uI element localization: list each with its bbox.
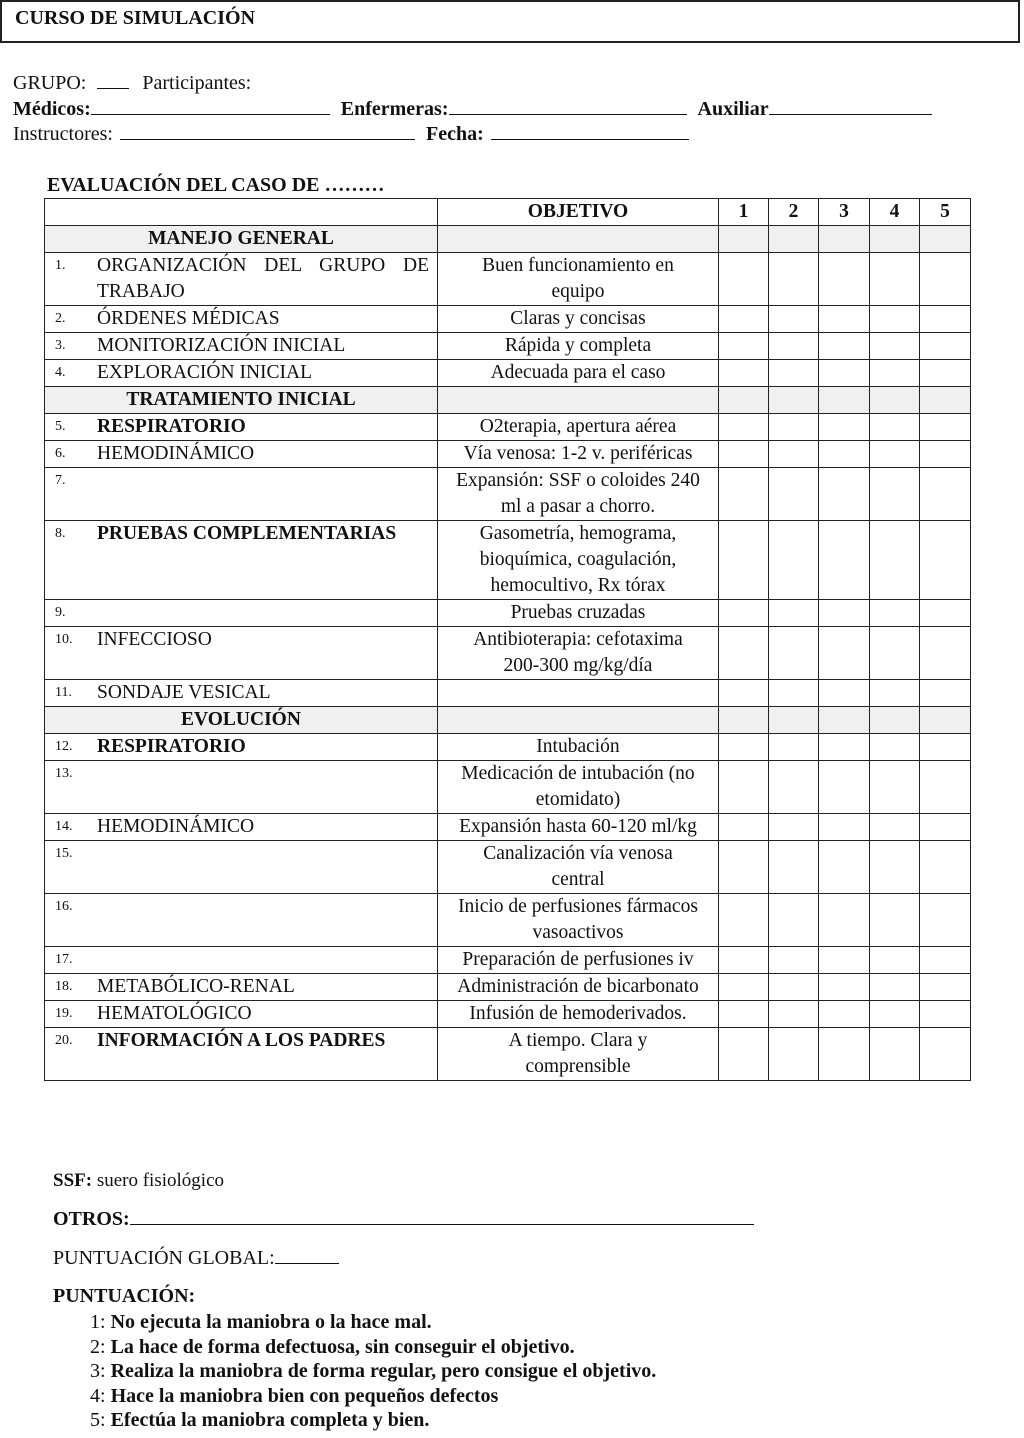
- score-cell-1[interactable]: [719, 627, 769, 680]
- scale-text: No ejecuta la maniobra o la hace mal.: [110, 1311, 432, 1333]
- score-cell-3[interactable]: [819, 414, 870, 441]
- score-cell-2[interactable]: [769, 947, 819, 974]
- item-number: 12.: [55, 739, 73, 754]
- scale-item: [90, 1408, 656, 1433]
- score-cell-4[interactable]: [870, 841, 920, 894]
- item-cell: [45, 414, 438, 441]
- enfermeras-field[interactable]: [449, 98, 687, 115]
- score-cell-5[interactable]: [920, 333, 971, 360]
- score-cell-3[interactable]: [819, 521, 870, 600]
- item-cell: [45, 360, 438, 387]
- item-cell: [45, 947, 438, 974]
- table-row: [45, 414, 971, 441]
- scale-item: [90, 1310, 656, 1335]
- item-label: EXPLORACIÓN INICIAL: [97, 362, 313, 383]
- item-label: SONDAJE VESICAL: [97, 682, 271, 703]
- scale-num: 2:: [90, 1335, 106, 1358]
- scale-num: 3:: [90, 1360, 106, 1382]
- table-row: [45, 627, 971, 680]
- score-header-5: 5: [920, 199, 971, 226]
- score-cell-5[interactable]: [920, 841, 971, 894]
- item-label: PRUEBAS COMPLEMENTARIAS: [97, 523, 397, 544]
- objective-cell: Expansión: SSF o coloides 240 ml a pasar a chorro.: [438, 468, 719, 521]
- section-objective-cell: [438, 387, 719, 414]
- table-row: [45, 521, 971, 600]
- score-cell-5[interactable]: [920, 627, 971, 680]
- score-cell-2[interactable]: [769, 627, 819, 680]
- score-cell-5: [920, 387, 971, 414]
- score-cell-5[interactable]: [920, 253, 971, 306]
- table-row: [45, 1001, 971, 1028]
- objective-cell: Inicio de perfusiones fármacos vasoactivos: [438, 894, 719, 947]
- score-cell-1[interactable]: [719, 814, 769, 841]
- objective-cell: Preparación de perfusiones iv: [438, 947, 719, 974]
- item-number: 14.: [55, 819, 73, 834]
- objective-cell: Adecuada para el caso: [438, 360, 719, 387]
- score-cell-2[interactable]: [769, 360, 819, 387]
- footnote-abbr: SSF:: [53, 1170, 93, 1191]
- item-number: 9.: [55, 605, 66, 620]
- score-cell-5: [920, 707, 971, 734]
- table-row: [45, 974, 971, 1001]
- score-cell-1[interactable]: [719, 306, 769, 333]
- score-cell-3[interactable]: [819, 600, 870, 627]
- item-number: 1.: [55, 258, 66, 273]
- score-cell-3[interactable]: [819, 761, 870, 814]
- score-cell-4[interactable]: [870, 333, 920, 360]
- score-cell-5[interactable]: [920, 306, 971, 333]
- puntuacion-global-line: [53, 1247, 339, 1270]
- item-label: METABÓLICO-RENAL: [97, 976, 295, 997]
- instructores-line: [13, 123, 689, 146]
- score-cell-5[interactable]: [920, 814, 971, 841]
- scoring-scale: [90, 1310, 656, 1433]
- score-cell-3: [819, 707, 870, 734]
- score-cell-3[interactable]: [819, 841, 870, 894]
- section-label: EVOLUCIÓN: [45, 707, 438, 734]
- score-cell-2[interactable]: [769, 1001, 819, 1028]
- score-cell-5[interactable]: [920, 360, 971, 387]
- score-cell-2[interactable]: [769, 414, 819, 441]
- scale-text: Realiza la maniobra de forma regular, pero consigue el objetivo.: [110, 1360, 657, 1382]
- section-row: [45, 707, 971, 734]
- item-cell: [45, 894, 438, 947]
- score-cell-1[interactable]: [719, 468, 769, 521]
- score-cell-3[interactable]: [819, 734, 870, 761]
- score-cell-4: [870, 707, 920, 734]
- objective-cell: A tiempo. Clara y comprensible: [438, 1028, 719, 1081]
- scale-item: [90, 1384, 656, 1409]
- score-cell-4[interactable]: [870, 680, 920, 707]
- score-cell-5[interactable]: [920, 947, 971, 974]
- score-cell-4[interactable]: [870, 521, 920, 600]
- objective-cell: Vía venosa: 1-2 v. periféricas: [438, 441, 719, 468]
- score-cell-1[interactable]: [719, 441, 769, 468]
- section-label: TRATAMIENTO INICIAL: [45, 387, 438, 414]
- score-cell-3[interactable]: [819, 1001, 870, 1028]
- score-cell-4[interactable]: [870, 627, 920, 680]
- score-cell-4[interactable]: [870, 441, 920, 468]
- item-number: 6.: [55, 446, 66, 461]
- scale-text: Efectúa la maniobra completa y bien.: [110, 1409, 430, 1431]
- otros-label: OTROS:: [53, 1208, 130, 1230]
- scale-text: La hace de forma defectuosa, sin conseguir el objetivo.: [110, 1335, 575, 1358]
- score-cell-4[interactable]: [870, 306, 920, 333]
- grupo-field[interactable]: [97, 72, 129, 89]
- title-box: [0, 0, 1020, 43]
- table-row: [45, 841, 971, 894]
- item-label: ORGANIZACIÓN DEL GRUPO DE TRABAJO: [97, 255, 429, 302]
- score-cell-5: [920, 226, 971, 253]
- score-cell-3[interactable]: [819, 947, 870, 974]
- score-cell-4[interactable]: [870, 414, 920, 441]
- score-cell-1[interactable]: [719, 974, 769, 1001]
- score-cell-1[interactable]: [719, 734, 769, 761]
- objective-cell: Rápida y completa: [438, 333, 719, 360]
- item-label: RESPIRATORIO: [97, 416, 246, 437]
- table-row: [45, 814, 971, 841]
- scale-item: [90, 1359, 656, 1384]
- scale-num: 1:: [90, 1311, 106, 1333]
- score-cell-5[interactable]: [920, 680, 971, 707]
- objective-cell: Antibioterapia: cefotaxima 200-300 mg/kg/día: [438, 627, 719, 680]
- score-cell-4[interactable]: [870, 814, 920, 841]
- score-cell-5[interactable]: [920, 600, 971, 627]
- score-cell-5[interactable]: [920, 761, 971, 814]
- item-cell: [45, 680, 438, 707]
- score-cell-1[interactable]: [719, 253, 769, 306]
- objective-cell: Medicación de intubación (no etomidato): [438, 761, 719, 814]
- item-label: HEMODINÁMICO: [97, 816, 255, 837]
- objective-cell: Pruebas cruzadas: [438, 600, 719, 627]
- score-header-4: 4: [870, 199, 920, 226]
- objective-cell: Buen funcionamiento en equipo: [438, 253, 719, 306]
- table-row: [45, 253, 971, 306]
- item-label: HEMATOLÓGICO: [97, 1003, 252, 1024]
- auxiliar-label: Auxiliar: [697, 98, 769, 120]
- table-row: [45, 894, 971, 947]
- score-cell-3[interactable]: [819, 360, 870, 387]
- item-cell: [45, 841, 438, 894]
- puntuacion-title: PUNTUACIÓN:: [53, 1285, 196, 1307]
- table-row: [45, 600, 971, 627]
- grupo-line: [13, 72, 251, 95]
- score-cell-2[interactable]: [769, 521, 819, 600]
- score-cell-1[interactable]: [719, 1028, 769, 1081]
- puntuacion-global-label: PUNTUACIÓN GLOBAL:: [53, 1247, 275, 1269]
- score-cell-4[interactable]: [870, 1028, 920, 1081]
- score-cell-1[interactable]: [719, 600, 769, 627]
- evaluation-title: EVALUACIÓN DEL CASO DE ………: [47, 174, 385, 196]
- score-cell-1[interactable]: [719, 360, 769, 387]
- score-cell-4[interactable]: [870, 360, 920, 387]
- otros-field[interactable]: [130, 1208, 754, 1225]
- grupo-label: GRUPO:: [13, 72, 87, 94]
- score-cell-1[interactable]: [719, 680, 769, 707]
- score-cell-3[interactable]: [819, 468, 870, 521]
- score-cell-2[interactable]: [769, 761, 819, 814]
- score-cell-2[interactable]: [769, 680, 819, 707]
- score-cell-1[interactable]: [719, 947, 769, 974]
- objective-cell: Claras y concisas: [438, 306, 719, 333]
- section-objective-cell: [438, 226, 719, 253]
- score-header-2: 2: [769, 199, 819, 226]
- table-row: [45, 360, 971, 387]
- item-label: MONITORIZACIÓN INICIAL: [97, 335, 346, 356]
- score-cell-2: [769, 387, 819, 414]
- item-number: 11.: [55, 685, 72, 700]
- scale-num: 4:: [90, 1384, 106, 1407]
- score-cell-4[interactable]: [870, 600, 920, 627]
- score-cell-3[interactable]: [819, 814, 870, 841]
- score-cell-2[interactable]: [769, 894, 819, 947]
- scale-text: Hace la maniobra bien con pequeños defectos: [110, 1384, 499, 1407]
- score-cell-4[interactable]: [870, 1001, 920, 1028]
- score-cell-1: [719, 387, 769, 414]
- score-cell-3[interactable]: [819, 253, 870, 306]
- objective-cell: Canalización vía venosa central: [438, 841, 719, 894]
- item-number: 2.: [55, 311, 66, 326]
- item-number: 13.: [55, 766, 73, 781]
- score-cell-3: [819, 387, 870, 414]
- item-cell: [45, 253, 438, 306]
- score-cell-2[interactable]: [769, 734, 819, 761]
- evaluation-table: [44, 198, 971, 1081]
- item-label: HEMODINÁMICO: [97, 443, 255, 464]
- score-cell-2[interactable]: [769, 333, 819, 360]
- score-cell-4: [870, 387, 920, 414]
- item-number: 18.: [55, 979, 73, 994]
- score-cell-4[interactable]: [870, 974, 920, 1001]
- score-cell-1[interactable]: [719, 761, 769, 814]
- table-header-row: [45, 199, 971, 226]
- item-number: 3.: [55, 338, 66, 353]
- item-number: 17.: [55, 952, 73, 967]
- otros-line: [53, 1208, 754, 1231]
- score-cell-3[interactable]: [819, 333, 870, 360]
- scale-item: [90, 1335, 656, 1360]
- objective-cell: Expansión hasta 60-120 ml/kg: [438, 814, 719, 841]
- score-cell-1[interactable]: [719, 333, 769, 360]
- item-cell: [45, 521, 438, 600]
- header-empty-cell: [45, 199, 438, 226]
- score-cell-2[interactable]: [769, 468, 819, 521]
- score-cell-1: [719, 226, 769, 253]
- table-row: [45, 333, 971, 360]
- score-cell-1[interactable]: [719, 894, 769, 947]
- fecha-label: Fecha:: [425, 123, 484, 145]
- item-cell: [45, 468, 438, 521]
- section-row: [45, 226, 971, 253]
- item-number: 5.: [55, 419, 66, 434]
- score-cell-5[interactable]: [920, 1001, 971, 1028]
- auxiliar-field[interactable]: [769, 98, 932, 115]
- item-number: 4.: [55, 365, 66, 380]
- objective-cell: Infusión de hemoderivados.: [438, 1001, 719, 1028]
- item-cell: [45, 974, 438, 1001]
- score-cell-2[interactable]: [769, 306, 819, 333]
- item-label: RESPIRATORIO: [97, 736, 246, 757]
- objective-cell: Intubación: [438, 734, 719, 761]
- score-cell-1[interactable]: [719, 521, 769, 600]
- table-row: [45, 1028, 971, 1081]
- score-cell-5[interactable]: [920, 894, 971, 947]
- instructores-label: Instructores:: [13, 123, 113, 145]
- medicos-label: Médicos:: [13, 98, 91, 120]
- score-cell-5[interactable]: [920, 441, 971, 468]
- item-number: 10.: [55, 632, 73, 647]
- scale-num: 5:: [90, 1409, 106, 1431]
- score-cell-1: [719, 707, 769, 734]
- score-cell-2[interactable]: [769, 1028, 819, 1081]
- score-cell-3[interactable]: [819, 974, 870, 1001]
- participantes-label: Participantes:: [142, 72, 252, 94]
- score-cell-1[interactable]: [719, 841, 769, 894]
- item-number: 15.: [55, 846, 73, 861]
- score-cell-1[interactable]: [719, 414, 769, 441]
- objective-cell: [438, 680, 719, 707]
- score-cell-3[interactable]: [819, 894, 870, 947]
- item-label: INFORMACIÓN A LOS PADRES: [97, 1030, 386, 1051]
- instructores-field[interactable]: [120, 123, 415, 140]
- score-cell-3[interactable]: [819, 1028, 870, 1081]
- score-cell-5[interactable]: [920, 521, 971, 600]
- item-number: 16.: [55, 899, 73, 914]
- score-cell-4[interactable]: [870, 761, 920, 814]
- score-header-1: 1: [719, 199, 769, 226]
- score-cell-4[interactable]: [870, 468, 920, 521]
- item-cell: [45, 814, 438, 841]
- item-number: 19.: [55, 1006, 73, 1021]
- item-cell: [45, 441, 438, 468]
- table-row: [45, 306, 971, 333]
- item-cell: [45, 306, 438, 333]
- score-cell-4[interactable]: [870, 947, 920, 974]
- item-label: INFECCIOSO: [97, 629, 212, 650]
- score-cell-1[interactable]: [719, 1001, 769, 1028]
- objective-cell: Gasometría, hemograma, bioquímica, coagulación, hemocultivo, Rx tórax: [438, 521, 719, 600]
- item-cell: [45, 627, 438, 680]
- score-cell-5[interactable]: [920, 1028, 971, 1081]
- participants-line: [13, 98, 932, 121]
- score-cell-5[interactable]: [920, 414, 971, 441]
- score-cell-3[interactable]: [819, 441, 870, 468]
- section-row: [45, 387, 971, 414]
- footnote-text: suero fisiológico: [96, 1170, 225, 1191]
- score-cell-2[interactable]: [769, 841, 819, 894]
- score-cell-2[interactable]: [769, 600, 819, 627]
- item-number: 8.: [55, 526, 66, 541]
- item-cell: [45, 1028, 438, 1081]
- enfermeras-label: Enfermeras:: [340, 98, 449, 120]
- page-title: CURSO DE SIMULACIÓN: [15, 7, 256, 29]
- score-cell-3: [819, 226, 870, 253]
- medicos-field[interactable]: [91, 98, 330, 115]
- score-cell-4[interactable]: [870, 894, 920, 947]
- item-number: 20.: [55, 1033, 73, 1048]
- objective-cell: O2terapia, apertura aérea: [438, 414, 719, 441]
- item-cell: [45, 734, 438, 761]
- footnote: [53, 1170, 224, 1192]
- fecha-field[interactable]: [491, 123, 689, 140]
- score-cell-2: [769, 707, 819, 734]
- score-cell-2: [769, 226, 819, 253]
- score-cell-2[interactable]: [769, 253, 819, 306]
- item-cell: [45, 1001, 438, 1028]
- score-cell-3[interactable]: [819, 680, 870, 707]
- item-label: ÓRDENES MÉDICAS: [97, 308, 280, 329]
- score-header-3: 3: [819, 199, 870, 226]
- objective-cell: Administración de bicarbonato: [438, 974, 719, 1001]
- section-label: MANEJO GENERAL: [45, 226, 438, 253]
- score-cell-3[interactable]: [819, 627, 870, 680]
- table-row: [45, 761, 971, 814]
- score-cell-5[interactable]: [920, 734, 971, 761]
- table-row: [45, 947, 971, 974]
- score-cell-4[interactable]: [870, 253, 920, 306]
- score-cell-2[interactable]: [769, 814, 819, 841]
- table-row: [45, 734, 971, 761]
- puntuacion-global-field[interactable]: [275, 1247, 339, 1264]
- objective-header: OBJETIVO: [438, 199, 719, 226]
- table-row: [45, 680, 971, 707]
- item-number: 7.: [55, 473, 66, 488]
- score-cell-5[interactable]: [920, 468, 971, 521]
- item-cell: [45, 333, 438, 360]
- item-cell: [45, 600, 438, 627]
- score-cell-5[interactable]: [920, 974, 971, 1001]
- table-row: [45, 441, 971, 468]
- score-cell-2[interactable]: [769, 974, 819, 1001]
- score-cell-4[interactable]: [870, 734, 920, 761]
- score-cell-2[interactable]: [769, 441, 819, 468]
- item-cell: [45, 761, 438, 814]
- table-row: [45, 468, 971, 521]
- score-cell-3[interactable]: [819, 306, 870, 333]
- score-cell-4: [870, 226, 920, 253]
- section-objective-cell: [438, 707, 719, 734]
